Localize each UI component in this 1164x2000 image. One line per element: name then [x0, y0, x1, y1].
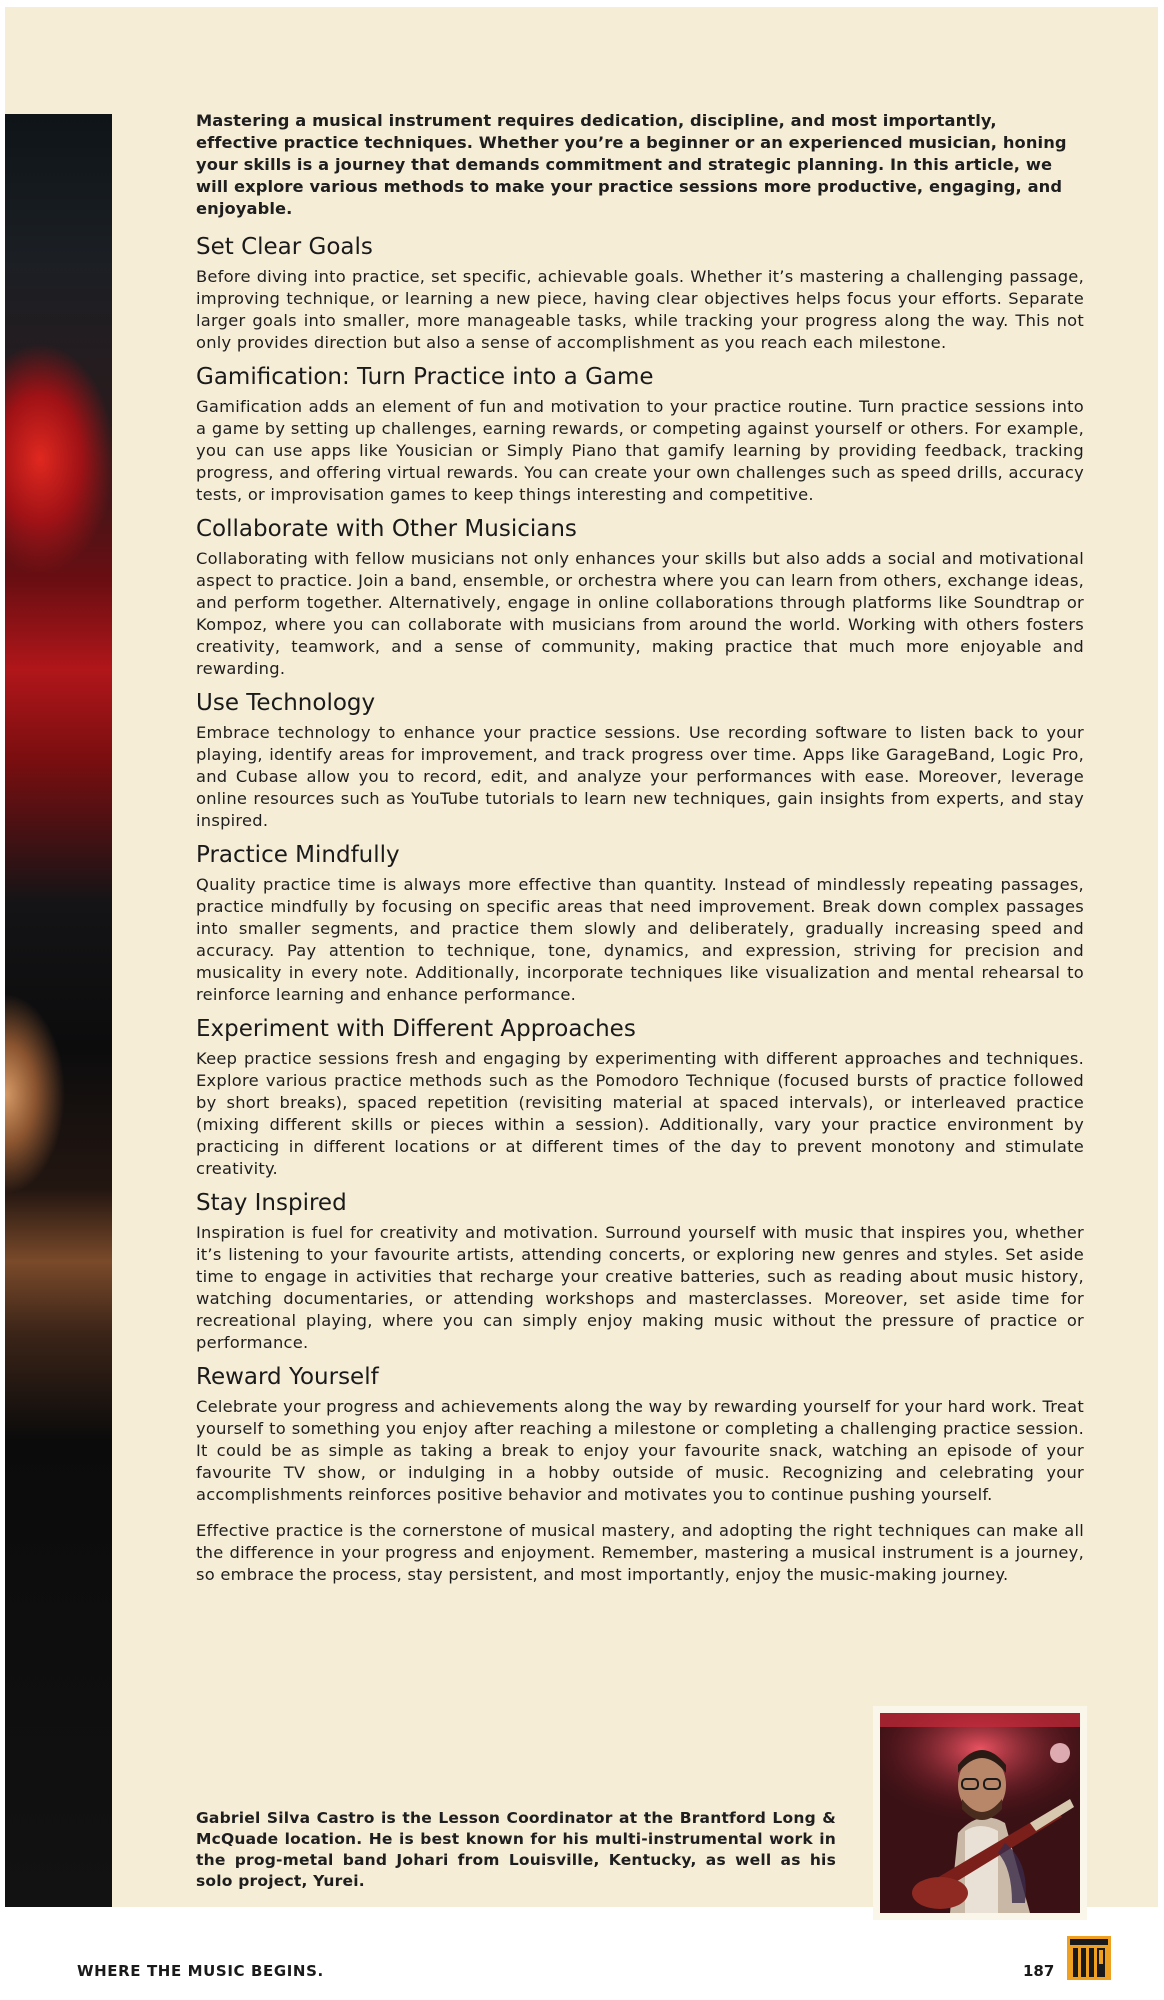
side-photo-strip [5, 114, 112, 1907]
section-heading: Collaborate with Other Musicians [196, 516, 577, 542]
article-intro: Mastering a musical instrument requires dedication, discipline, and most importantly, effective practice techniques. Whether you’re a beginner or an experienced musician, honing your skills is a journey that demands commitment and strategic planning. In this article, we will explore various methods to make your practice sessions more productive, engaging, and enjoyable. [196, 111, 1067, 218]
section-heading: Practice Mindfully [196, 842, 400, 868]
author-photo [880, 1713, 1080, 1913]
section-heading: Reward Yourself [196, 1364, 379, 1390]
page-number: 187 [1023, 1962, 1055, 1980]
section-heading: Use Technology [196, 690, 376, 716]
author-bio: Gabriel Silva Castro is the Lesson Coordinator at the Brantford Long & McQuade location. He is best known for his multi-instrumental work in the prog-metal band Johari from Louisville, Kentucky, as well as his solo project, Yurei. [196, 1808, 836, 1890]
section-body: Collaborating with fellow musicians not only enhances your skills but also adds a social and motivational aspect to practice. Join a band, ensemble, or orchestra where you can learn from others, exchange ideas, and perform together. Alternatively, engage in online collaborations through platforms like Soundtrap or Kompoz, where you can collaborate with musicians from around the world. Working with others fosters creativity, teamwork, and a sense of community, making practice that much more enjoyable and rewarding. [196, 549, 1084, 678]
section-body: Before diving into practice, set specific, achievable goals. Whether it’s mastering a challenging passage, improving technique, or learning a new piece, having clear objectives helps focus your efforts. Separate larger goals into smaller, more manageable tasks, while tracking your progress along the way. This not only provides direction but also a sense of accomplishment as you reach each milestone. [196, 267, 1084, 352]
article [196, 110, 1084, 1594]
section-heading: Stay Inspired [196, 1190, 347, 1216]
section-heading: Experiment with Different Approaches [196, 1016, 636, 1042]
section-heading: Set Clear Goals [196, 234, 373, 260]
author-photo-illustration [880, 1713, 1080, 1913]
article-conclusion: Effective practice is the cornerstone of musical mastery, and adopting the right techniques can make all the difference in your progress and enjoyment. Remember, mastering a musical instrument is a journey, so embrace the process, stay persistent, and most importantly, enjoy the music-making journey. [196, 1521, 1084, 1584]
section-body: Embrace technology to enhance your practice sessions. Use recording software to listen back to your playing, identify areas for improvement, and track progress over time. Apps like GarageBand, Logic Pro, and Cubase allow you to record, edit, and analyze your performances with ease. Moreover, leverage online resources such as YouTube tutorials to learn new techniques, gain insights from experts, and stay inspired. [196, 723, 1084, 830]
section-body: Gamification adds an element of fun and motivation to your practice routine. Turn practice sessions into a game by setting up challenges, earning rewards, or competing against yourself or others. For example, you can use apps like Yousician or Simply Piano that gamify learning by providing feedback, tracking progress, and offering virtual rewards. You can create your own challenges such as speed drills, accuracy tests, or improvisation games to keep things interesting and competitive. [196, 397, 1084, 504]
section-body: Inspiration is fuel for creativity and motivation. Surround yourself with music that inspires you, whether it’s listening to your favourite artists, attending concerts, or exploring new genres and styles. Set aside time to engage in activities that recharge your creative batteries, such as reading about music history, watching documentaries, or attending workshops and masterclasses. Moreover, set aside time for recreational playing, where you can simply enjoy making music without the pressure of practice or performance. [196, 1223, 1084, 1352]
section-body: Keep practice sessions fresh and engaging by experimenting with different approaches and techniques. Explore various practice methods such as the Pomodoro Technique (focused bursts of practice followed by short breaks), spaced repetition (revisiting material at spaced intervals), or interleaved practice (mixing different skills or pieces within a session). Additionally, vary your practice environment by practicing in different locations or at different times of the day to prevent monotony and stimulate creativity. [196, 1049, 1084, 1178]
footer-tagline: WHERE THE MUSIC BEGINS. [77, 1962, 324, 1980]
section-body: Quality practice time is always more effective than quantity. Instead of mindlessly repeating passages, practice mindfully by focusing on specific areas that need improvement. Break down complex passages into smaller segments, and practice them slowly and deliberately, gradually increasing speed and accuracy. Pay attention to technique, tone, dynamics, and expression, striving for precision and musicality in every note. Additionally, incorporate techniques like visualization and mental rehearsal to reinforce learning and enhance performance. [196, 875, 1084, 1004]
section-heading: Gamification: Turn Practice into a Game [196, 364, 654, 390]
brand-logo-icon [1067, 1936, 1111, 1980]
section-body: Celebrate your progress and achievements along the way by rewarding yourself for your hard work. Treat yourself to something you enjoy after reaching a milestone or completing a challenging practice session. It could be as simple as taking a break to enjoy your favourite snack, watching an episode of your favourite TV show, or indulging in a hobby outside of music. Recognizing and celebrating your accomplishments reinforces positive behavior and motivates you to continue pushing yourself. [196, 1397, 1084, 1504]
